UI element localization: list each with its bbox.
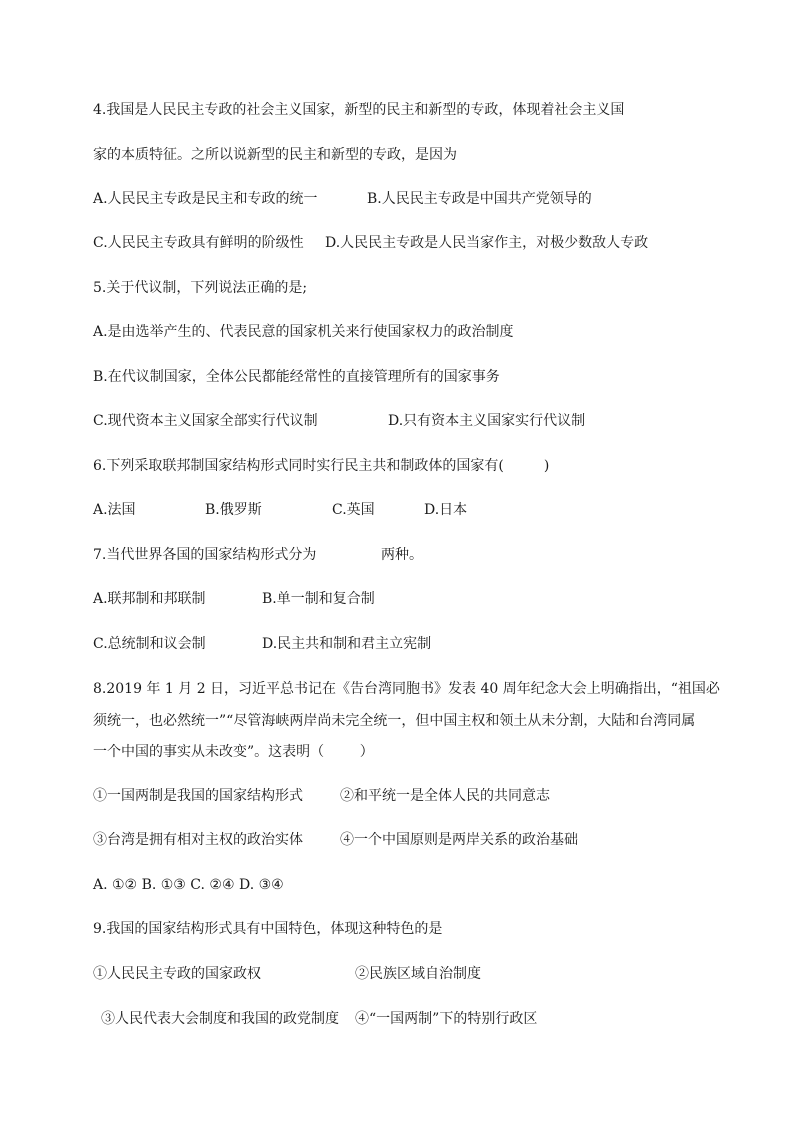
q6-option-b: B.俄罗斯 — [205, 502, 262, 518]
q6-option-d: D.日本 — [424, 502, 468, 518]
q4-option-c: C.人民民主专政具有鲜明的阶级性 — [93, 235, 304, 251]
q8-choices: A. ①② B. ①③ C. ②④ D. ③④ — [93, 877, 284, 893]
q5-option-d: D.只有资本主义国家实行代议制 — [388, 413, 586, 429]
q9-item-3: ③人民代表大会制度和我国的政党制度 — [101, 1011, 339, 1027]
q8-stem-line3: 一个中国的事实从未改变”。这表明（ ） — [93, 744, 374, 760]
q7-option-b: B.单一制和复合制 — [262, 591, 375, 607]
q5-option-a: A.是由选举产生的、代表民意的国家机关来行使国家权力的政治制度 — [93, 324, 514, 340]
q9-item-1: ①人民民主专政的国家政权 — [93, 966, 261, 982]
q5-option-c: C.现代资本主义国家全部实行代议制 — [93, 413, 318, 429]
q5-option-b: B.在代议制国家，全体公民都能经常性的直接管理所有的国家事务 — [93, 369, 500, 385]
q8-item-2: ②和平统一是全体人民的共同意志 — [340, 788, 550, 804]
q6-option-c: C.英国 — [332, 502, 375, 518]
q9-item-2: ②民族区域自治制度 — [355, 966, 481, 982]
q4-option-d: D.人民民主专政是人民当家作主，对极少数敌人专政 — [325, 235, 649, 251]
q6-option-a: A.法国 — [93, 502, 136, 518]
q9-item-4: ④“一国两制”下的特别行政区 — [355, 1011, 538, 1027]
q8-item-1: ①一国两制是我国的国家结构形式 — [93, 788, 303, 804]
q7-stem-part2: 两种。 — [381, 547, 423, 563]
q4-option-b: B.人民民主专政是中国共产党领导的 — [367, 191, 592, 207]
q4-option-a: A.人民民主专政是民主和专政的统一 — [93, 191, 318, 207]
q5-stem: 5.关于代议制，下列说法正确的是; — [93, 280, 308, 296]
q7-option-c: C.总统制和议会制 — [93, 636, 206, 652]
q7-option-d: D.民主共和制和君主立宪制 — [262, 636, 432, 652]
q8-stem-line2: 须统一，也必然统一”“尽管海峡两岸尚未完全统一，但中国主权和领土从未分割，大陆和台湾同属 — [93, 713, 696, 729]
q4-stem-line1: 4.我国是人民民主专政的社会主义国家，新型的民主和新型的专政，体现着社会主义国 — [93, 102, 625, 118]
q7-stem-part1: 7.当代世界各国的国家结构形式分为 — [93, 547, 317, 563]
q9-stem: 9.我国的国家结构形式具有中国特色，体现这种特色的是 — [93, 921, 443, 937]
q8-item-3: ③台湾是拥有相对主权的政治实体 — [93, 832, 303, 848]
q7-option-a: A.联邦制和邦联制 — [93, 591, 206, 607]
q4-stem-line2: 家的本质特征。之所以说新型的民主和新型的专政，是因为 — [93, 147, 457, 163]
q6-stem: 6.下列采取联邦制国家结构形式同时实行民主共和制政体的国家有( ) — [93, 458, 550, 474]
q8-stem-line1: 8.2019 年 1 月 2 日，习近平总书记在《告台湾同胞书》发表 40 周年纪念大会上明确指出，“祖国必 — [93, 681, 720, 697]
q8-item-4: ④一个中国原则是两岸关系的政治基础 — [340, 832, 578, 848]
